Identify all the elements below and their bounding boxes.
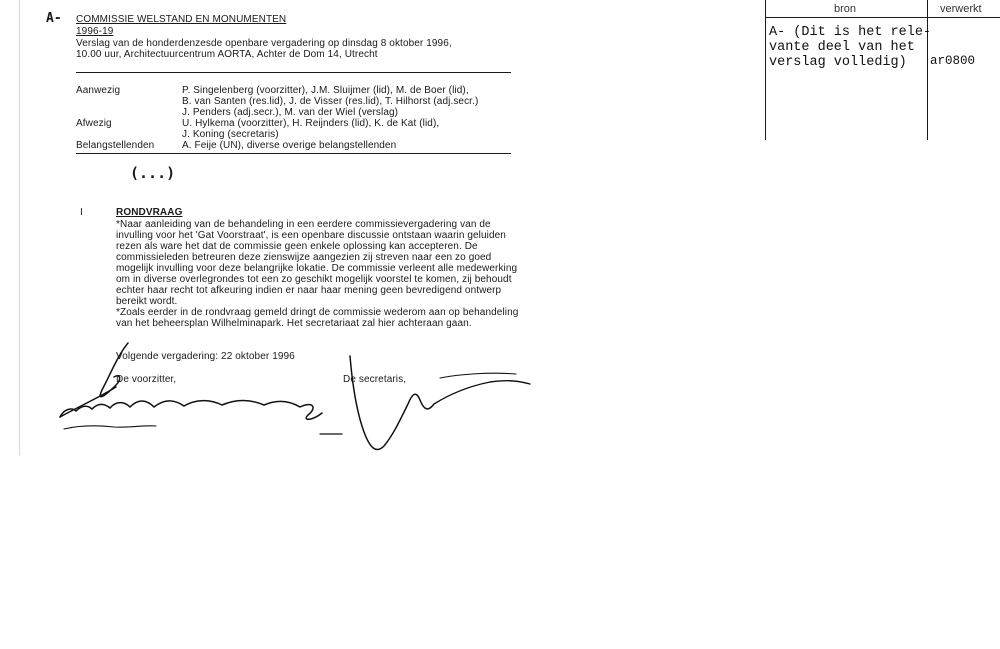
paragraph-line: bereikt wordt. — [116, 296, 178, 307]
document-number: 1996-19 — [76, 26, 114, 37]
source-note-line: verslag volledig) — [769, 55, 907, 70]
paragraph-line: rezen als ware het dat de commissie geen enkele oplossing kan accepteren. De — [116, 241, 478, 252]
paragraph-line: *Naar aanleiding van de behandeling in een eerdere commissievergadering van de — [116, 219, 491, 230]
paragraph-line: commissieleden betreuren deze zienswijze aangezien zij streven naar een zo goed — [116, 252, 492, 263]
present-line: J. Penders (adj.secr.), M. van der Wiel (verslag) — [182, 107, 399, 118]
table-border-middle — [927, 0, 928, 140]
paragraph-line: *Zoals eerder in de rondvraag gemeld dringt de commissie wederom aan op behandeling — [116, 307, 519, 318]
paragraph-line: van het beheersplan Wilhelminapark. Het secretariaat zal hier achteraan gaan. — [116, 318, 472, 329]
interested-line: A. Feije (UN), diverse overige belangstellenden — [182, 140, 397, 151]
chair-signature — [50, 335, 350, 445]
present-line: B. van Santen (res.lid), J. de Visser (res.lid), T. Hilhorst (adj.secr.) — [182, 96, 479, 107]
document-title: COMMISSIE WELSTAND EN MONUMENTEN — [76, 14, 287, 25]
attendance-divider — [76, 153, 511, 154]
interested-label: Belangstellenden — [76, 140, 155, 151]
next-meeting: Volgende vergadering: 22 oktober 1996 — [116, 351, 295, 362]
table-header-divider — [765, 17, 1000, 18]
document-subtitle-line2: 10.00 uur, Architectuurcentrum AORTA, Achter de Dom 14, Utrecht — [76, 49, 378, 60]
scan-edge — [19, 0, 20, 455]
header-source: bron — [834, 3, 857, 15]
paragraph-line: om in diverse overlegrondes tot een zo geschikt mogelijk voorstel te komen, zij behoudt — [116, 274, 512, 285]
absent-label: Afwezig — [76, 118, 112, 129]
section-title: RONDVRAAG — [116, 207, 183, 218]
header-processed: verwerkt — [940, 3, 982, 15]
header-divider — [76, 72, 511, 73]
document-subtitle-line1: Verslag van de honderdenzesde openbare vergadering op dinsdag 8 oktober 1996, — [76, 38, 452, 49]
processed-value: ar0800 — [930, 54, 976, 68]
omission-ellipsis: (...) — [130, 164, 176, 182]
chair-label: De voorzitter, — [116, 374, 177, 385]
source-note-line: A- (Dit is het rele- — [769, 25, 932, 40]
secretary-label: De secretaris, — [343, 374, 407, 385]
table-border-left — [765, 0, 766, 140]
absent-line: J. Koning (secretaris) — [182, 129, 279, 140]
paragraph-line: echter haar recht tot afkeuring indien er naar haar mening geen bevredigend ontwerp — [116, 285, 502, 296]
document-marker: A- — [46, 11, 62, 26]
present-label: Aanwezig — [76, 85, 121, 96]
paragraph-line: mogelijk invulling voor deze belangrijke lokatie. De commissie verleent alle medewerking — [116, 263, 518, 274]
section-number: I — [80, 207, 83, 218]
secretary-signature — [340, 350, 540, 460]
source-note-line: vante deel van het — [769, 40, 915, 55]
present-line: P. Singelenberg (voorzitter), J.M. Sluijmer (lid), M. de Boer (lid), — [182, 85, 469, 96]
absent-line: U. Hylkema (voorzitter), H. Reijnders (lid), K. de Kat (lid), — [182, 118, 440, 129]
paragraph-line: invulling voor het 'Gat Voorstraat', is een openbare discussie ontstaan waarin geluiden — [116, 230, 506, 241]
